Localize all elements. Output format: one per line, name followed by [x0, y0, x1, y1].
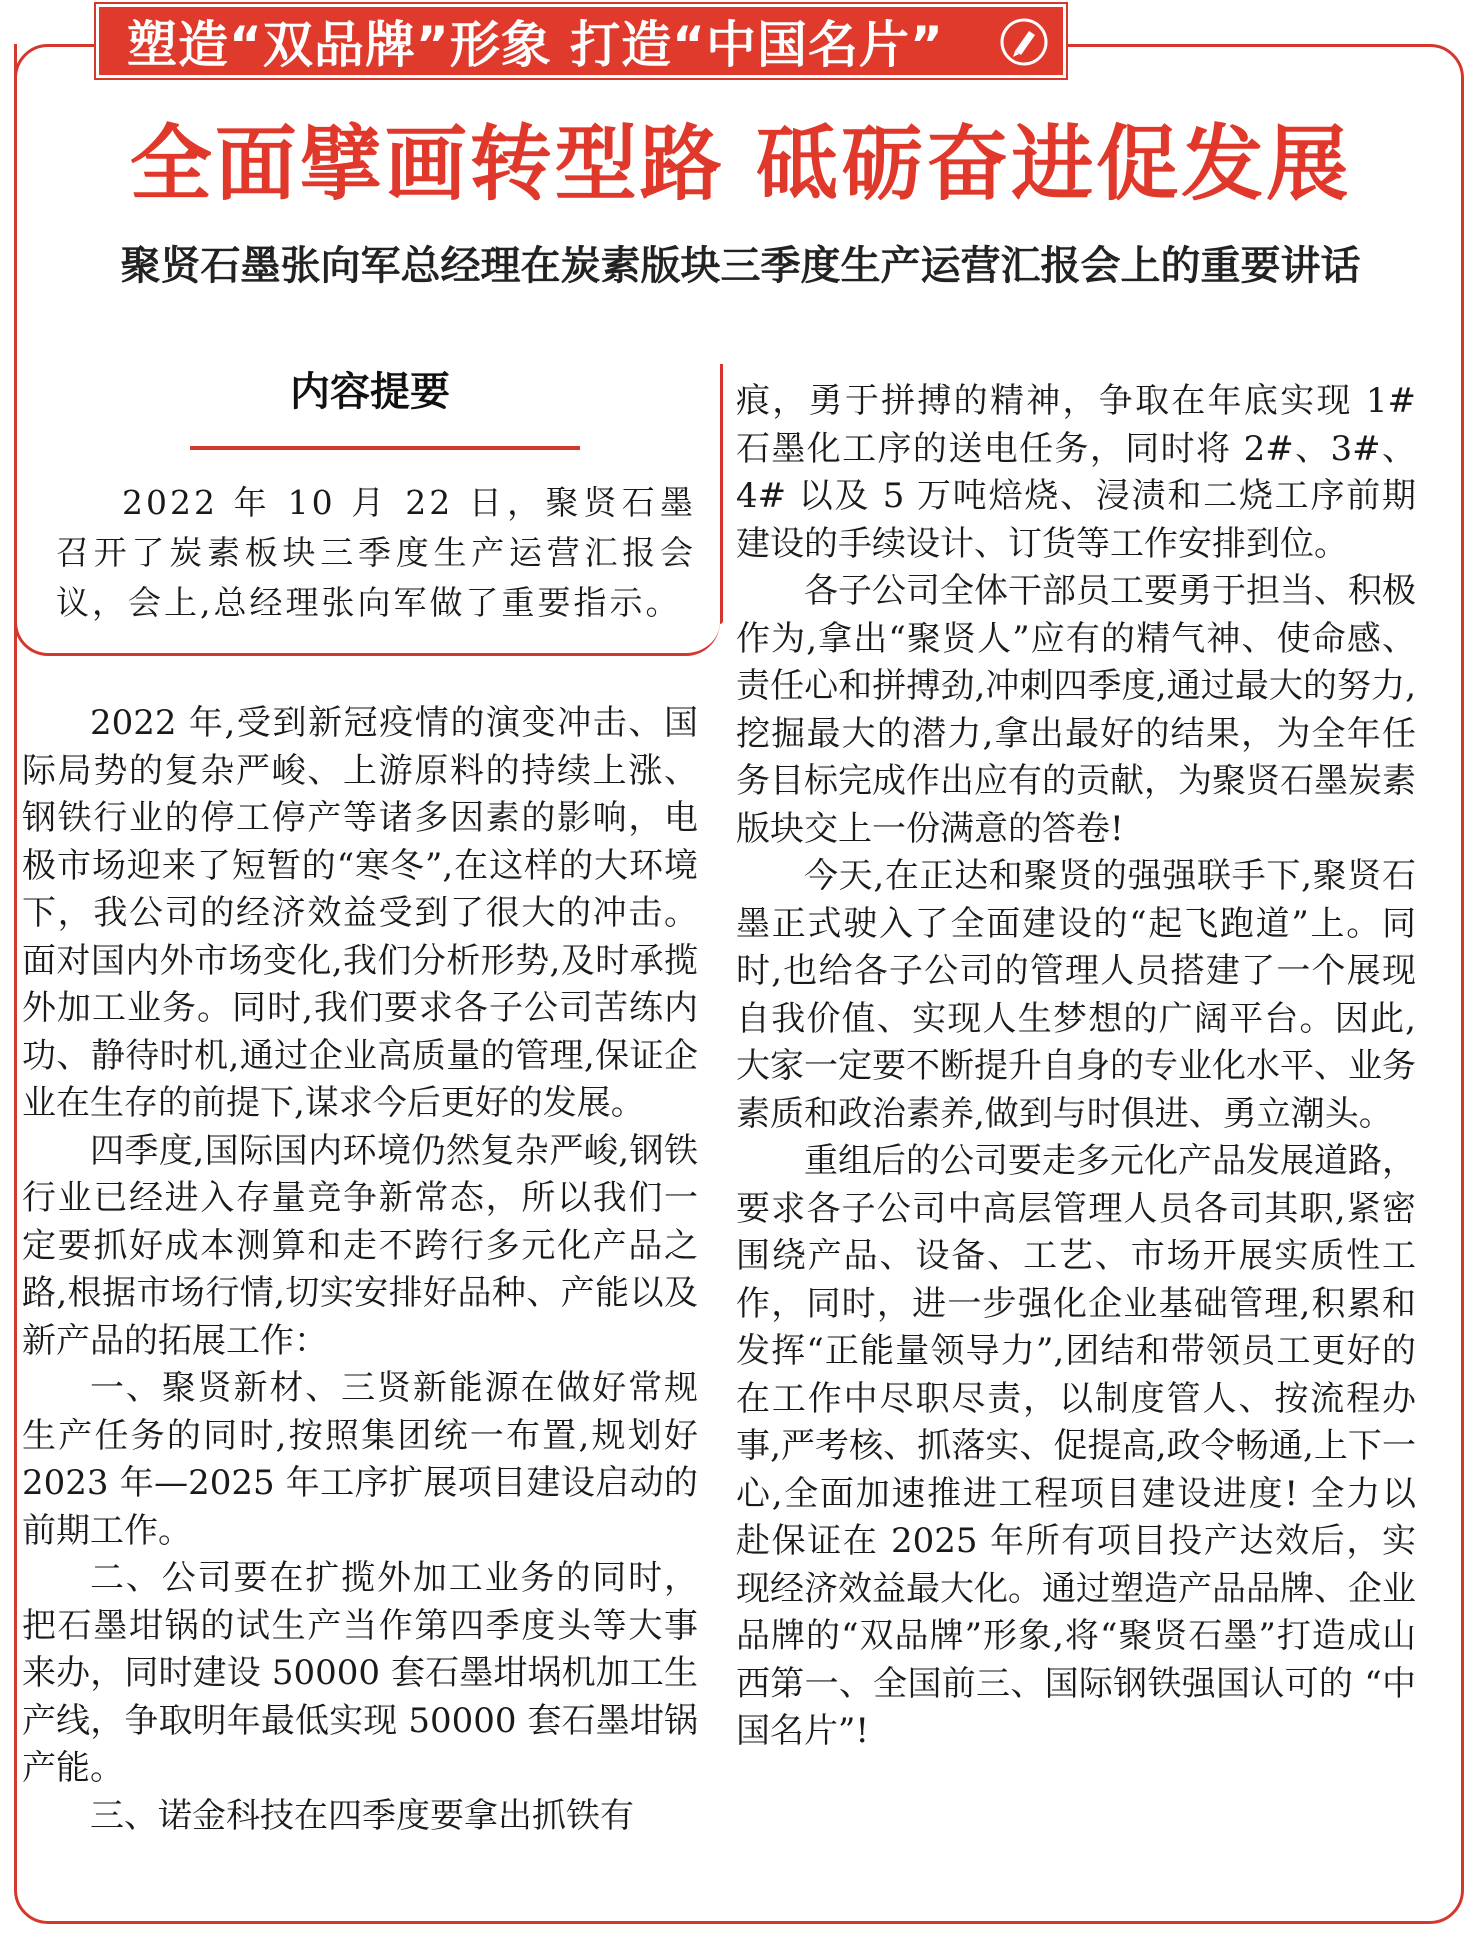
article-column-left — [22, 700, 698, 1840]
headline-subtitle: 聚贤石墨张向军总经理在炭素版块三季度生产运营汇报会上的重要讲话 — [120, 243, 1361, 289]
headline-title: 全面擘画转型路 砥砺奋进促发展 — [129, 117, 1352, 212]
article-column-right — [736, 378, 1416, 1756]
summary-divider — [190, 446, 580, 450]
summary-title: 内容提要 — [290, 369, 450, 415]
paragraph: 今天,在正达和聚贤的强强联手下,聚贤石墨正式驶入了全面建设的“起飞跑道”上。同时,也给各子公司的管理人员搭建了一个展现自我价值、实现人生梦想的广阔平台。因此,大家一定要不断提升自身的专业化水平、业务素质和政治素养,做到与时俱进、勇立潮头。 — [736, 856, 1416, 1134]
paragraph: 一、聚贤新材、三贤新能源在做好常规生产任务的同时,按照集团统一布置,规划好 2023 年—2025 年工序扩展项目建设启动的前期工作。 — [22, 1368, 698, 1551]
paragraph-continuation: 痕，勇于拼搏的精神，争取在年底实现 1# 石墨化工序的送电任务，同时将 2#、3#、4# 以及 5 万吨焙烧、浸渍和二烧工序前期建设的手续设计、订货等工作安排到位。 — [736, 381, 1416, 564]
paragraph: 2022 年,受到新冠疫情的演变冲击、国际局势的复杂严峻、上游原料的持续上涨、钢铁行业的停工停产等诸多因素的影响，电极市场迎来了短暂的“寒冬”,在这样的大环境下，我公司的经济效益受到了很大的冲击。面对国内外市场变化,我们分析形势,及时承揽外加工业务。同时,我们要求各子公司苦练内功、静待时机,通过企业高质量的管理,保证企业在生存的前提下,谋求今后更好的发展。 — [22, 703, 698, 1123]
paragraph: 四季度,国际国内环境仍然复杂严峻,钢铁行业已经进入存量竞争新常态，所以我们一定要抓好成本测算和走不跨行多元化产品之路,根据市场行情,切实安排好品种、产能以及新产品的拓展工作： — [22, 1130, 698, 1361]
banner — [96, 4, 1066, 78]
paragraph: 三、诺金科技在四季度要拿出抓铁有 — [90, 1795, 634, 1836]
banner-text: 塑造“双品牌”形象 打造“中国名片” — [127, 16, 944, 74]
pen-icon — [999, 17, 1049, 67]
paragraph: 二、公司要在扩揽外加工业务的同时，把石墨坩锅的试生产当作第四季度头等大事来办，同时建设 50000 套石墨坩埚机加工生产线，争取明年最低实现 50000 套石墨坩锅产能。 — [22, 1558, 698, 1788]
paragraph: 重组后的公司要走多元化产品发展道路，要求各子公司中高层管理人员各司其职,紧密围绕产品、设备、工艺、市场开展实质性工作，同时，进一步强化企业基础管理,积累和发挥“正能量领导力”,团结和带领员工更好的在工作中尽职尽责，以制度管人、按流程办事,严考核、抓落实、促提高,政令畅通,上下一心,全面加速推进工程项目建设进度! 全力以赴保证在 2025 年所有项目投产达效后，实现经济效益最大化。通过塑造产品品牌、企业品牌的“双品牌”形象,将“聚贤石墨”打造成山西第一、全国前三、国际钢铁强国认可的 “中国名片”! — [736, 1141, 1416, 1751]
paragraph: 各子公司全体干部员工要勇于担当、积极作为,拿出“聚贤人”应有的精气神、使命感、责任心和拼搏劲,冲刺四季度,通过最大的努力,挖掘最大的潜力,拿出最好的结果，为全年任务目标完成作出应有的贡献，为聚贤石墨炭素版块交上一份满意的答卷! — [736, 571, 1416, 849]
summary-text: 2022 年 10 月 22 日，聚贤石墨召开了炭素板块三季度生产运营汇报会议，会上,总经理张向军做了重要指示。 — [56, 483, 696, 622]
